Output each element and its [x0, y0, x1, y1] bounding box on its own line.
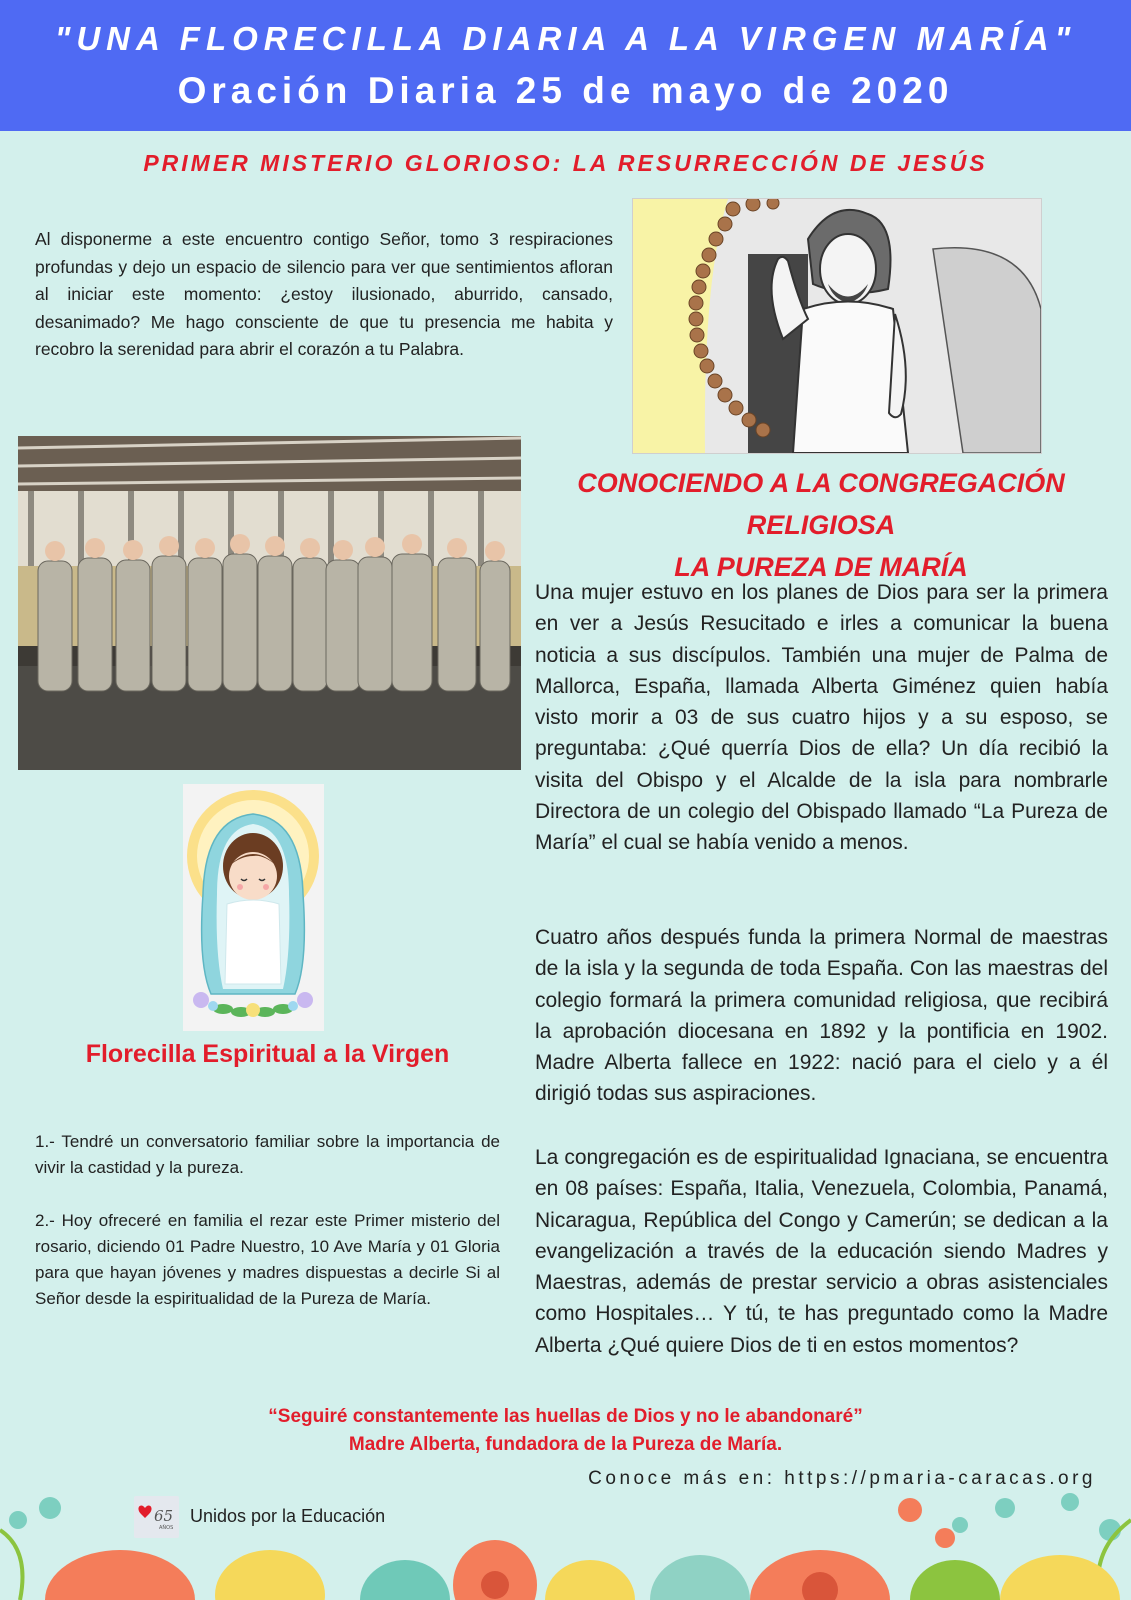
congregation-heading-line2: LA PUREZA DE MARÍA — [674, 552, 968, 582]
intro-paragraph: Al disponerme a este encuentro contigo Señor, tomo 3 respiraciones profundas y dejo un espacio de silencio para ver que sentimientos afloran al iniciar este momento: ¿estoy ilusionado, aburrido, cansado, desanimado? Me hago consciente de que tu presencia me habita y recobro la serenidad para abrir el corazón a tu Palabra. — [35, 229, 613, 359]
risen-jesus-illustration — [632, 198, 1042, 454]
virgin-mary-illustration — [183, 784, 324, 1031]
svg-text:AÑOS: AÑOS — [158, 1525, 173, 1531]
congregation-heading — [534, 462, 1108, 588]
congregation-heading-line1: CONOCIENDO A LA CONGREGACIÓN RELIGIOSA — [577, 468, 1065, 540]
quote-author: Madre Alberta, fundadora de la Pureza de María. — [348, 1434, 783, 1455]
florecilla-item-2: 2.- Hoy ofreceré en familia el rezar este Primer misterio del rosario, diciendo 01 Padre Nuestro, 10 Ave María y 01 Gloria para que hayan jóvenes y madres dispuestas a decirle Si al Señor desde la espiritualidad de la Pureza de María. — [35, 1211, 500, 1308]
website-link[interactable]: Conoce más en: https://pmaria-caracas.org — [588, 1468, 1096, 1489]
florecilla-title: Florecilla Espiritual a la Virgen — [85, 1040, 450, 1068]
florecilla-item-1: 1.- Tendré un conversatorio familiar sobre la importancia de vivir la castidad y la pureza. — [35, 1132, 500, 1177]
anniversary-logo — [134, 1496, 179, 1538]
unidos-tagline: Unidos por la Educación — [190, 1506, 386, 1526]
svg-text:65: 65 — [153, 1507, 173, 1525]
header-banner — [0, 0, 1131, 131]
mystery-title: PRIMER MISTERIO GLORIOSO: LA RESURRECCIÓN DE JESÚS — [143, 150, 988, 176]
sisters-group-photo — [18, 436, 521, 770]
page-title: "UNA FLORECILLA DIARIA A LA VIRGEN MARÍA" — [54, 20, 1077, 57]
congregation-paragraph-3: La congregación es de espiritualidad Ignaciana, se encuentra en 08 países: España, Italia, Venezuela, Colombia, Panamá, Nicaragua, República del Congo y Camerún; se dedican a la evangelización a través de la educación siendo Madres y Maestras, además de prestar servicio a obras asistenciales como Hospitales… Y tú, te has preguntado como la Madre Alberta ¿Qué quiere Dios de ti en estos momentos? — [535, 1146, 1108, 1357]
congregation-paragraph-2: Cuatro años después funda la primera Normal de maestras de la isla y la segunda de toda España. Con las maestras del colegio formará la primera comunidad religiosa, que recibirá la aprobación diocesana en 1892 y la pontificia en 1902. Madre Alberta fallece en 1922: nació para el cielo y a él dirigió todas sus aspiraciones. — [535, 926, 1108, 1106]
page-subtitle: Oración Diaria 25 de mayo de 2020 — [177, 70, 954, 111]
congregation-paragraph-1: Una mujer estuvo en los planes de Dios para ser la primera en ver a Jesús Resucitado e irles a comunicar la buena noticia a sus discípulos. También una mujer de Palma de Mallorca, España, llamada Alberta Giménez quien había visto morir a 03 de sus cuatro hijos y a su esposo, se preguntaba: ¿Qué querría Dios de ella? Un día recibió la visita del Obispo y el Alcalde de la isla para nombrarle Directora de un colegio del Obispado llamado “La Pureza de María” el cual se había venido a menos. — [535, 581, 1108, 855]
quote-text: “Seguiré constantemente las huellas de Dios y no le abandonaré” — [268, 1406, 863, 1427]
